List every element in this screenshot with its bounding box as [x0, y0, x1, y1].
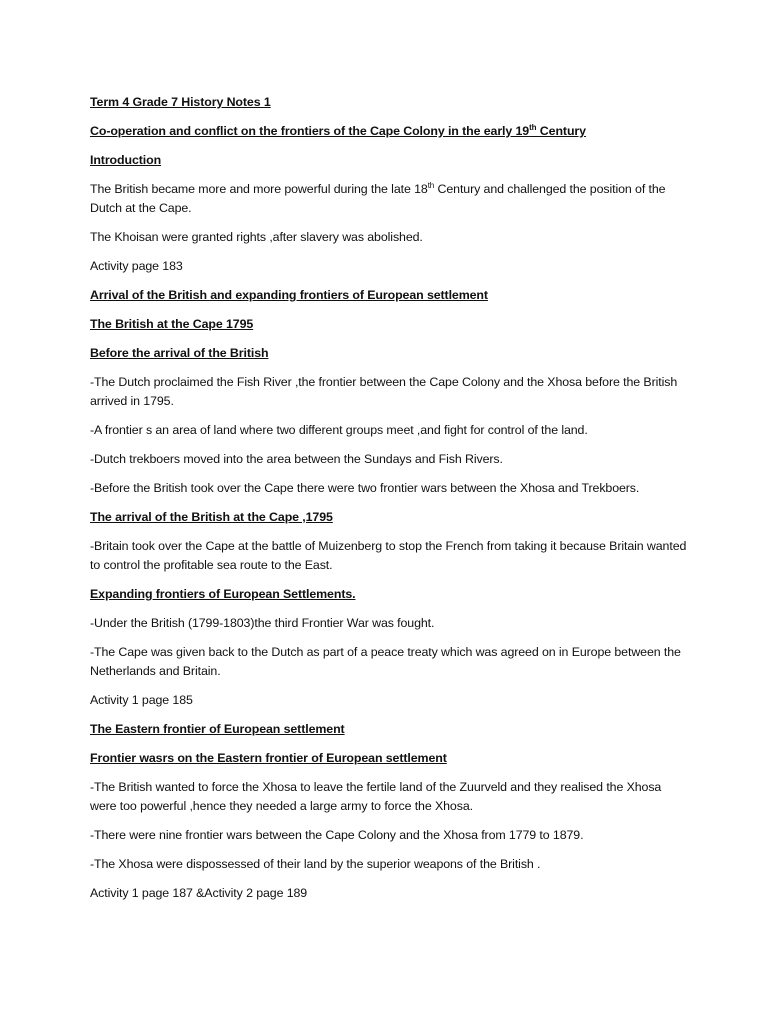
document-subtitle: [90, 122, 690, 141]
paragraph-before-1: -The Dutch proclaimed the Fish River ,the frontier between the Cape Colony and the Xhosa before the British arrived in 1795.: [90, 375, 678, 408]
paragraph-expanding-1: -Under the British (1799-1803)the third Frontier War was fought.: [90, 616, 435, 630]
section-heading-introduction: Introduction: [90, 153, 162, 167]
section-heading-arrival: Arrival of the British and expanding frontiers of European settlement: [90, 288, 488, 302]
intro-text-end: Century and challenged the position of the Dutch at the Cape.: [90, 182, 666, 215]
paragraph-before-4: -Before the British took over the Cape there were two frontier wars between the Xhosa and Trekboers.: [90, 481, 640, 495]
paragraph-intro: [90, 180, 690, 218]
paragraph-wars-2: -There were nine frontier wars between the Cape Colony and the Xhosa from 1779 to 1879.: [90, 828, 584, 842]
section-heading-frontier-wars: Frontier wasrs on the Eastern frontier of European settlement: [90, 751, 447, 765]
paragraph-khoisan: The Khoisan were granted rights ,after slavery was abolished.: [90, 230, 423, 244]
document-title: Term 4 Grade 7 History Notes 1: [90, 95, 271, 109]
subtitle-text: Co-operation and conflict on the frontiers of the Cape Colony in the early 19: [90, 124, 530, 138]
subtitle-text-end: Century: [536, 124, 586, 138]
activity-reference: Activity 1 page 185: [90, 693, 193, 707]
section-heading-eastern-frontier: The Eastern frontier of European settlement: [90, 722, 345, 736]
section-heading-arrival-1795: The arrival of the British at the Cape ,1795: [90, 510, 333, 524]
section-heading-expanding: Expanding frontiers of European Settlements.: [90, 587, 356, 601]
paragraph-wars-1: -The British wanted to force the Xhosa to leave the fertile land of the Zuurveld and they realised the Xhosa were too powerful ,hence they needed a large army to force the Xhosa.: [90, 780, 662, 813]
section-heading-before-arrival: Before the arrival of the British: [90, 346, 269, 360]
paragraph-expanding-2: -The Cape was given back to the Dutch as part of a peace treaty which was agreed on in Europe between the Netherlands and Britain.: [90, 645, 681, 678]
intro-superscript: th: [427, 180, 435, 190]
document-page: [90, 93, 690, 913]
paragraph-arrival-1: -Britain took over the Cape at the battle of Muizenberg to stop the French from taking it because Britain wanted to control the profitable sea route to the East.: [90, 539, 687, 572]
subtitle-superscript: th: [529, 122, 537, 132]
paragraph-before-2: -A frontier s an area of land where two different groups meet ,and fight for control of the land.: [90, 423, 588, 437]
activity-reference: Activity page 183: [90, 259, 183, 273]
intro-text: The British became more and more powerful during the late 18: [90, 182, 428, 196]
paragraph-before-3: -Dutch trekboers moved into the area between the Sundays and Fish Rivers.: [90, 452, 503, 466]
section-heading-british-cape: The British at the Cape 1795: [90, 317, 254, 331]
activity-reference: Activity 1 page 187 &Activity 2 page 189: [90, 886, 308, 900]
paragraph-wars-3: -The Xhosa were dispossessed of their land by the superior weapons of the British .: [90, 857, 541, 871]
